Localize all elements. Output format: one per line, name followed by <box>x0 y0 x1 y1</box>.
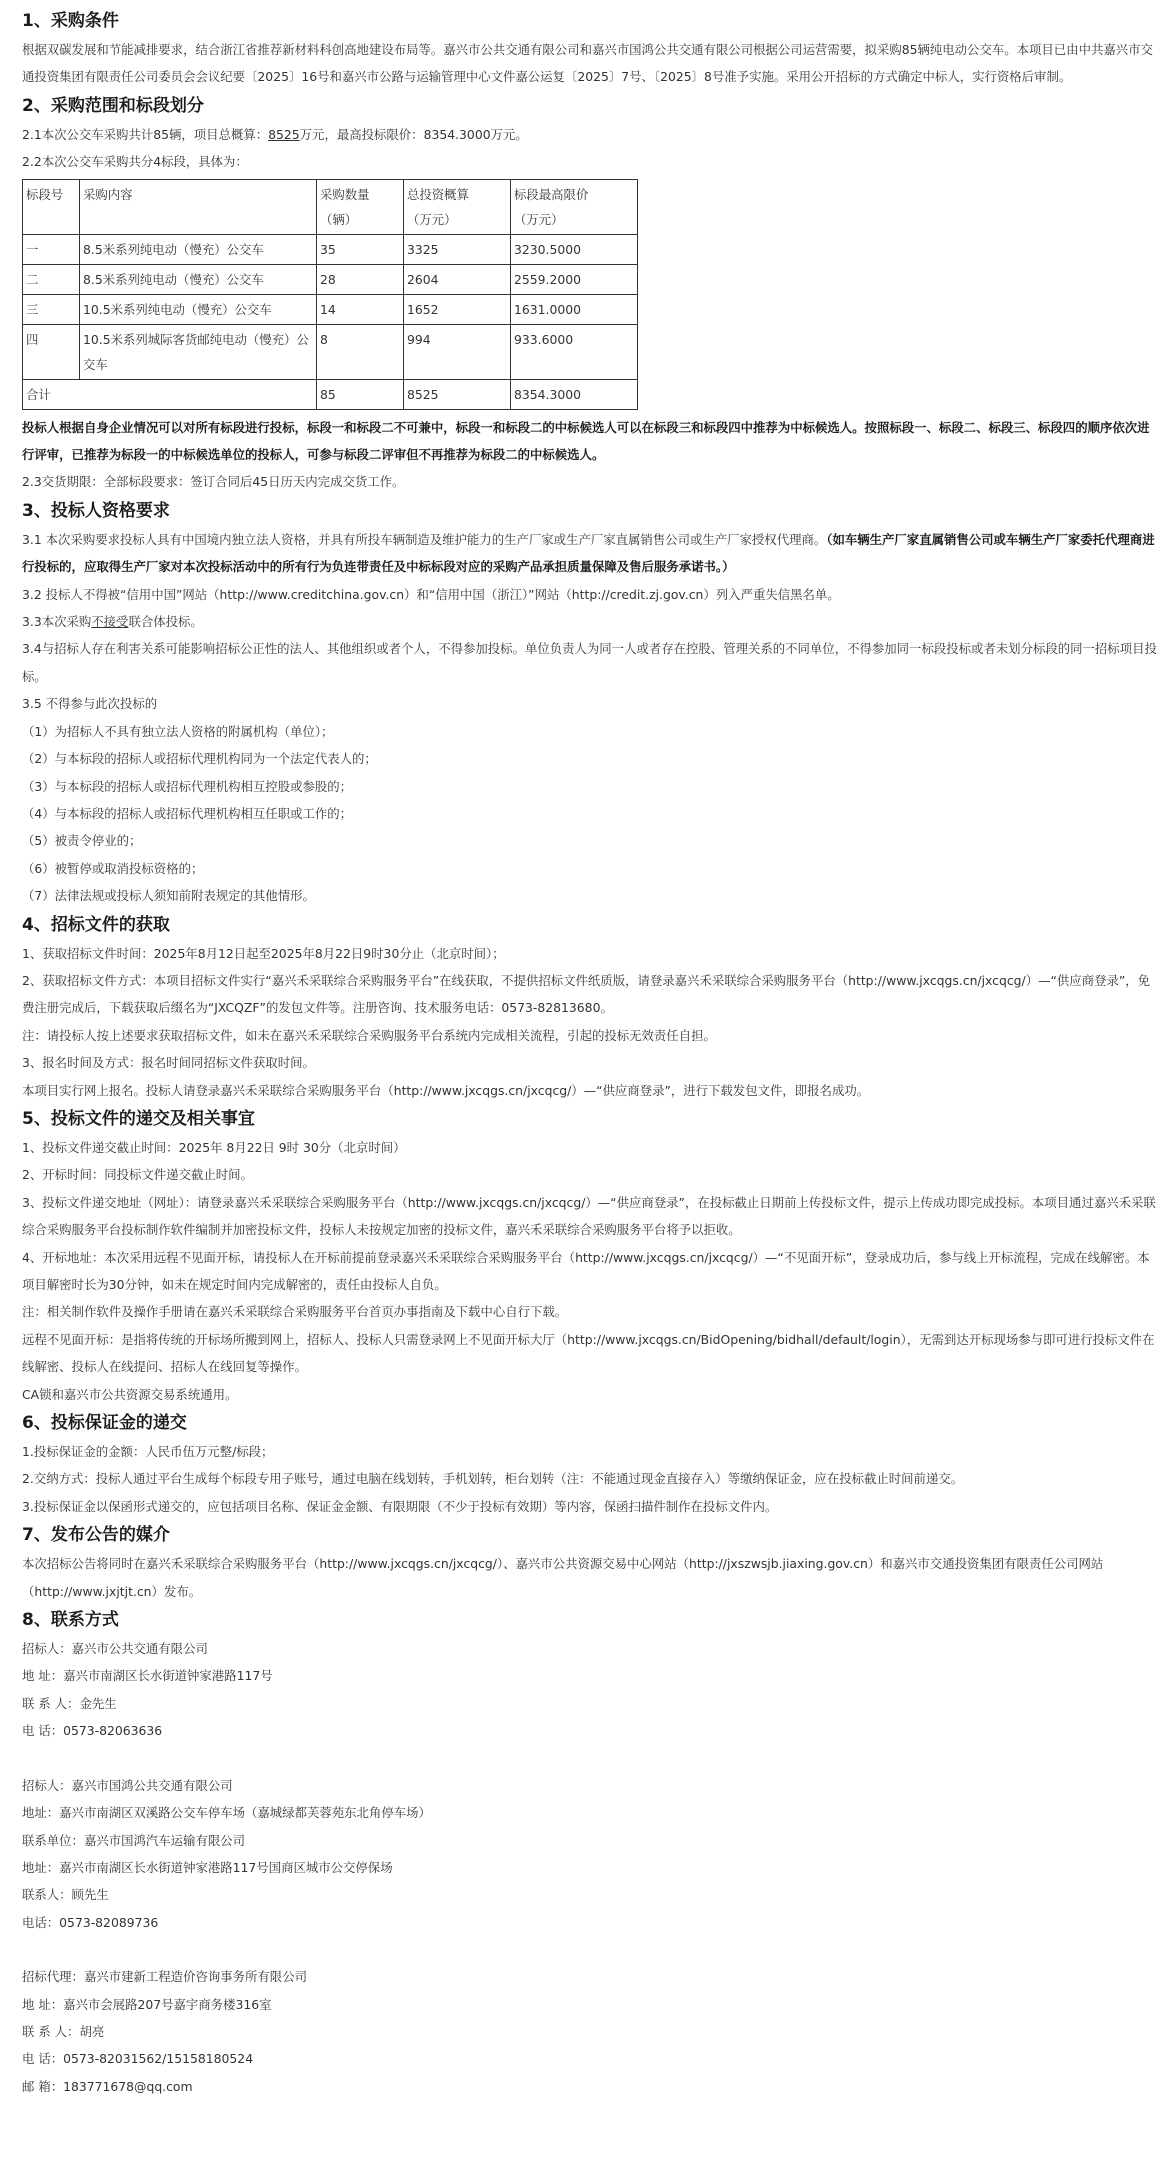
section-2-2: 2.2本次公交车采购共分4标段，具体为： <box>22 154 248 170</box>
section-3-5: 3.5 不得参与此次投标的 <box>22 696 158 712</box>
section-6-2: 2.交纳方式：投标人通过平台生成每个标段专用子账号，通过电脑在线划转，手机划转，柜台划转（注：不能通过现金直接存入）等缴纳保证金，应在投标截止时间前递交。 <box>22 1471 964 1487</box>
section-6-3: 3.投标保证金以保函形式递交的，应包括项目名称、保证金金额、有限期限（不少于投标有效期）等内容，保函扫描件制作在投标文件内。 <box>22 1498 778 1514</box>
section-2-1: 2.1本次公交车采购共计85辆，项目总概算：8525万元，最高投标限价：8354.3000万元。 <box>22 126 528 142</box>
contact-email: 邮 箱：183771678@qq.com <box>22 2078 193 2094</box>
section-6-title: 6、投标保证金的递交 <box>22 1413 187 1434</box>
section-4-title: 4、招标文件的获取 <box>22 914 170 935</box>
section-5-ca: CA锁和嘉兴市公共资源交易系统通用。 <box>22 1386 238 1402</box>
list-item: （2）与本标段的招标人或招标代理机构同为一个法定代表人的； <box>22 751 377 767</box>
section-3-2: 3.2 投标人不得被“信用中国”网站（http://www.creditchina.gov.cn）和“信用中国（浙江）”网站（http://credit.zj.gov.cn）列入严重失信黑名单。 <box>22 586 840 602</box>
section-3-title: 3、投标人资格要求 <box>22 500 170 521</box>
section-5-1: 1、投标文件递交截止时间：2025年 8月22日 9时 30分（北京时间） <box>22 1139 406 1155</box>
section-4-1: 1、获取招标文件时间：2025年8月12日起至2025年8月22日9时30分止（北京时间）； <box>22 945 505 961</box>
header-cell: 采购内容 <box>80 179 317 234</box>
budget-value: 8525 <box>268 126 300 142</box>
bid-sections-table <box>22 179 638 410</box>
table-row: 二 8.5米系列纯电动（慢充）公交车 28 2604 2559.2000 <box>23 264 638 294</box>
section-4-2: 2、获取招标文件方式：本项目招标文件实行“嘉兴禾采联综合采购服务平台”在线获取，不提供招标文件纸质版，请登录嘉兴禾采联综合采购服务平台（http://www.jxcqgs.cn/jxcqcg/）—“供应商登录”，免费注册完成后，下载获取后缀名为“JXCQZF”的发包文件等。注册咨询、技术服务电话：0573-82813680。 <box>22 972 1151 1016</box>
list-item: （6）被暂停或取消投标资格的； <box>22 860 204 876</box>
header-cell: 采购数量 （辆） <box>317 179 404 234</box>
table-row: 四 10.5米系列城际客货邮纯电动（慢充）公交车 8 994 933.6000 <box>23 324 638 379</box>
contact-block: 招标人：嘉兴市公共交通有限公司 地 址：嘉兴市南湖区长水街道钟家港路117号 联 系 人：金先生 电 话：0573-82063636 <box>22 1641 273 1739</box>
list-item: （1）为招标人不具有独立法人资格的附属机构（单位）； <box>22 723 334 739</box>
section-6-1: 1.投标保证金的金额：人民币伍万元整/标段； <box>22 1444 274 1460</box>
table-total-row: 合计 85 8525 8354.3000 <box>23 379 638 409</box>
table-row: 三 10.5米系列纯电动（慢充）公交车 14 1652 1631.0000 <box>23 294 638 324</box>
header-cell: 标段号 <box>23 179 80 234</box>
list-item: （5）被责令停业的； <box>22 833 142 849</box>
section-3-3: 3.3本次采购不接受联合体投标。 <box>22 614 203 630</box>
contact-block: 招标人：嘉兴市国鸿公共交通有限公司 地址：嘉兴市南湖区双溪路公交车停车场（嘉城绿都芙蓉苑东北角停车场） 联系单位：嘉兴市国鸿汽车运输有限公司 地址：嘉兴市南湖区长水街道钟家港路117号国商区城市公交停保场 联系人：顾先生 电话：0573-82089736 <box>22 1777 431 1930</box>
section-5-note: 注：相关制作软件及操作手册请在嘉兴禾采联综合采购服务平台首页办事指南及下载中心自行下载。 <box>22 1304 568 1320</box>
section-8-title: 8、联系方式 <box>22 1610 119 1631</box>
section-3-1: 3.1 本次采购要求投标人具有中国境内独立法人资格，并具有所投车辆制造及维护能力的生产厂家或生产厂家直属销售公司或生产厂家授权代理商。（如车辆生产厂家直属销售公司或车辆生产厂家委托代理商进行投标的，应取得生产厂家对本次投标活动中的所有行为负连带责任及中标标段对应的采购产品承担质量保障及售后服务承诺书。） <box>22 531 1155 575</box>
section-4-4: 本项目实行网上报名。投标人请登录嘉兴禾采联综合采购服务平台（http://www.jxcqgs.cn/jxcqcg/）—“供应商登录”，进行下载发包文件，即报名成功。 <box>22 1082 870 1098</box>
section-2-3: 2.3交货期限：全部标段要求：签订合同后45日历天内完成交货工作。 <box>22 474 405 490</box>
header-cell: 总投资概算 （万元） <box>404 179 511 234</box>
section-5-3: 3、投标文件递交地址（网址）：请登录嘉兴禾采联综合采购服务平台（http://www.jxcqgs.cn/jxcqcg/）—“供应商登录”，在投标截止日期前上传投标文件，提示上传成功即完成投标。本项目通过嘉兴禾采联综合采购服务平台投标制作软件编制并加密投标文件，投标人未按规定加密的投标文件，嘉兴禾采联综合采购服务平台将予以拒收。 <box>22 1194 1156 1238</box>
section-2-title: 2、采购范围和标段划分 <box>22 95 204 116</box>
section-3-4: 3.4与招标人存在利害关系可能影响招标公正性的法人、其他组织或者个人，不得参加投标。单位负责人为同一人或者存在控股、管理关系的不同单位，不得参加同一标段投标或者未划分标段的同一招标项目投标。 <box>22 641 1157 684</box>
section-5-4: 4、开标地址：本次采用远程不见面开标，请投标人在开标前提前登录嘉兴禾采联综合采购服务平台（http://www.jxcqgs.cn/jxcqcg/）—“不见面开标”，登录成功后，参与线上开标流程，完成在线解密。本项目解密时长为30分钟，如未在规定时间内完成解密的，责任由投标人自负。 <box>22 1249 1150 1292</box>
section-7-title: 7、发布公告的媒介 <box>22 1525 170 1546</box>
list-item: （3）与本标段的招标人或招标代理机构相互控股或参股的； <box>22 778 353 794</box>
section-5-remote: 远程不见面开标：是指将传统的开标场所搬到网上，招标人、投标人只需登录网上不见面开标大厅（http://www.jxcqgs.cn/BidOpening/bidhall/default/login），无需到达开标现场参与即可进行投标文件在线解密、投标人在线提问、招标人在线回复等操作。 <box>22 1331 1155 1375</box>
section-4-note: 注：请投标人按上述要求获取招标文件，如未在嘉兴禾采联综合采购服务平台系统内完成相关流程，引起的投标无效责任自担。 <box>22 1027 716 1043</box>
section-4-3: 3、报名时间及方式：报名时间同招标文件获取时间。 <box>22 1055 315 1071</box>
section-5-title: 5、投标文件的递交及相关事宜 <box>22 1108 255 1129</box>
header-cell: 标段最高限价 （万元） <box>511 179 638 234</box>
table-row: 一 8.5米系列纯电动（慢充）公交车 35 3325 3230.5000 <box>23 234 638 264</box>
list-item: （7）法律法规或投标人须知前附表规定的其他情形。 <box>22 888 315 904</box>
contact-block: 招标代理：嘉兴市建新工程造价咨询事务所有限公司 地 址：嘉兴市会展路207号嘉宇商务楼316室 联 系 人：胡亮 电 话：0573-82031562/15158180524 邮 箱：183771678@qq.com <box>22 1963 1158 2100</box>
table-header-row <box>23 179 638 234</box>
section-1-title: 1、采购条件 <box>22 11 119 31</box>
section-5-2: 2、开标时间：同投标文件递交截止时间。 <box>22 1167 253 1183</box>
section-2-bold-note: 投标人根据自身企业情况可以对所有标段进行投标，标段一和标段二不可兼中，标段一和标段二的中标候选人可以在标段三和标段四中推荐为中标候选人。按照标段一、标段二、标段三、标段四的顺序依次进行评审，已推荐为标段一的中标候选单位的投标人，可参与标段二评审但不再推荐为标段二的中标候选人。 <box>22 419 1150 463</box>
section-7-1: 本次招标公告将同时在嘉兴禾采联综合采购服务平台（http://www.jxcqgs.cn/jxcqcg/）、嘉兴市公共资源交易中心网站（http://jxszwsjb.jiaxing.gov.cn）和嘉兴市交通投资集团有限责任公司网站（http://www.jxjtjt.cn）发布。 <box>22 1556 1104 1599</box>
list-item: （4）与本标段的招标人或招标代理机构相互任职或工作的； <box>22 805 353 821</box>
section-1-text: 根据双碳发展和节能减排要求，结合浙江省推荐新材料科创高地建设布局等。嘉兴市公共交通有限公司和嘉兴市国鸿公共交通有限公司根据公司运营需要，拟采购85辆纯电动公交车。本项目已由中共嘉兴市交通投资集团有限责任公司委员会会议纪要〔2025〕16号和嘉兴市公路与运输管理中心文件嘉公运复〔2025〕7号、〔2025〕8号准予实施。采用公开招标的方式确定中标人，实行资格后审制。 <box>22 42 1153 85</box>
